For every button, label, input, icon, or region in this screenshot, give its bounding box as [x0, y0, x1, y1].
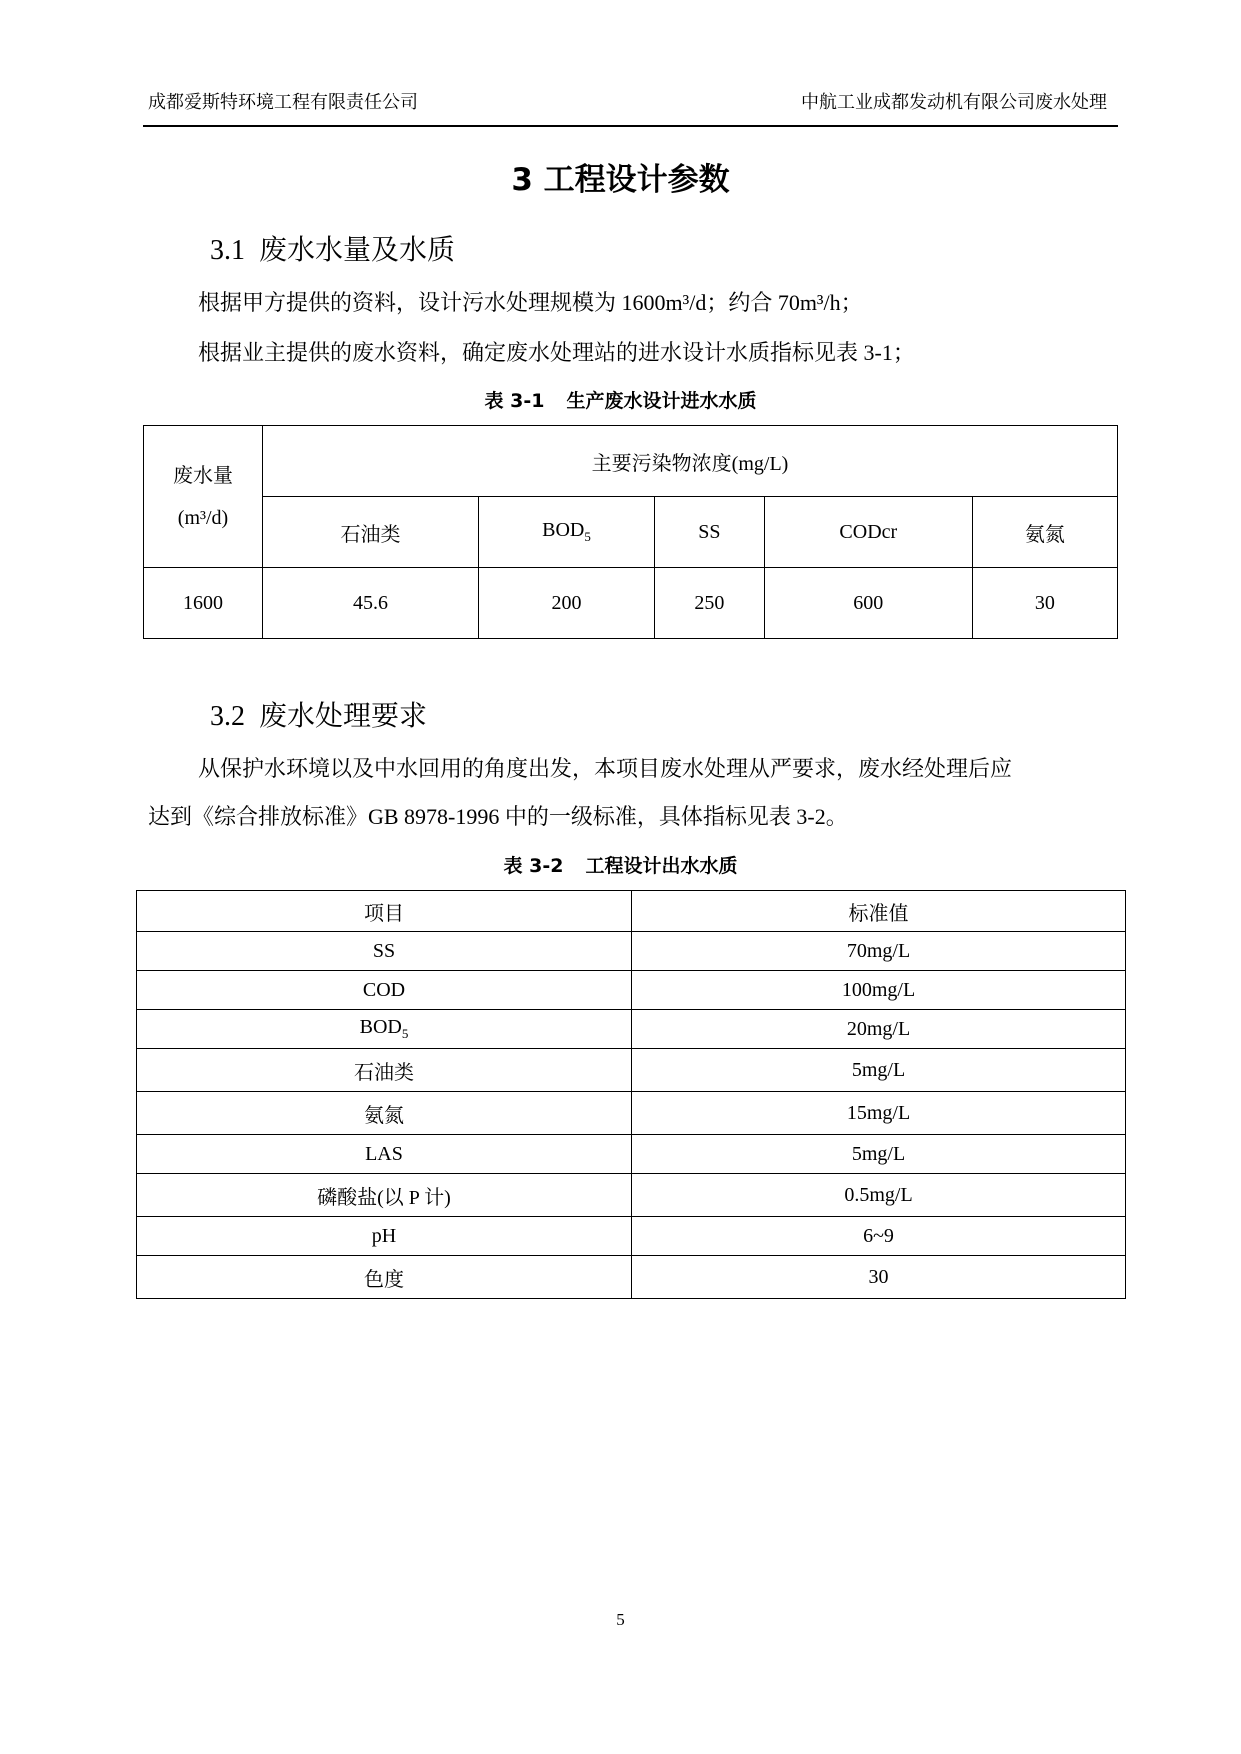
section-title: 废水处理要求 — [259, 701, 428, 732]
volume-header-cell — [144, 426, 263, 568]
cell-ammonia: 30 — [972, 568, 1117, 639]
column-header-bod5 — [478, 497, 654, 568]
cell-value: 0.5mg/L — [632, 1174, 1126, 1217]
cell-value: 100mg/L — [632, 971, 1126, 1010]
table-row — [137, 932, 1126, 971]
section-number: 3.1 — [210, 235, 245, 266]
header-company: 成都爱斯特环境工程有限责任公司 — [148, 92, 418, 112]
table-row — [144, 497, 1118, 568]
column-header-oil: 石油类 — [263, 497, 479, 568]
table-row — [137, 1256, 1126, 1299]
cell-oil: 45.6 — [263, 568, 479, 639]
cell-value: 20mg/L — [632, 1010, 1126, 1049]
table-header-row — [137, 891, 1126, 932]
table-row — [137, 971, 1126, 1010]
paragraph-requirement-line2: 达到《综合排放标准》GB 8978-1996 中的一级标准，具体指标见表 3-2。 — [148, 804, 848, 829]
cell-volume: 1600 — [144, 568, 263, 639]
cell-value: 6~9 — [632, 1217, 1126, 1256]
table-row — [144, 568, 1118, 639]
cell-item: pH — [137, 1217, 632, 1256]
column-header-codcr: CODcr — [764, 497, 972, 568]
paragraph-capacity: 根据甲方提供的资料，设计污水处理规模为 1600m³/d；约合 70m³/h； — [198, 290, 863, 315]
bod-subscript: 5 — [401, 1026, 409, 1041]
inflow-quality-table — [143, 425, 1118, 639]
table1-caption-title: 生产废水设计进水水质 — [566, 390, 757, 412]
section-3-1-heading — [210, 228, 455, 268]
cell-value: 5mg/L — [632, 1135, 1126, 1174]
cell-value: 15mg/L — [632, 1092, 1126, 1135]
table2-caption-number: 表 3-2 — [503, 855, 564, 877]
cell-value: 30 — [632, 1256, 1126, 1299]
pollutant-group-header: 主要污染物浓度(mg/L) — [263, 426, 1118, 497]
chapter-title: 3 工程设计参数 — [511, 162, 730, 198]
bod-label: BOD — [542, 519, 585, 541]
cell-item: 色度 — [137, 1256, 632, 1299]
table1-caption-number: 表 3-1 — [484, 390, 545, 412]
table2-caption — [0, 851, 1241, 878]
cell-item: LAS — [137, 1135, 632, 1174]
table2-caption-title: 工程设计出水水质 — [585, 855, 738, 877]
cell-item: COD — [137, 971, 632, 1010]
cell-item: 磷酸盐(以 P 计) — [137, 1174, 632, 1217]
cell-item — [137, 1010, 632, 1049]
volume-header-label: 废水量 — [173, 464, 233, 487]
column-header-standard: 标准值 — [632, 891, 1126, 932]
cell-bod5: 200 — [478, 568, 654, 639]
cell-item: 石油类 — [137, 1049, 632, 1092]
paragraph-requirement-line1: 从保护水环境以及中水回用的角度出发，本项目废水处理从严要求，废水经处理后应 — [198, 756, 1013, 781]
table-row — [137, 1049, 1126, 1092]
table-row — [137, 1092, 1126, 1135]
table-row — [137, 1174, 1126, 1217]
column-header-ammonia: 氨氮 — [972, 497, 1117, 568]
cell-item: 氨氮 — [137, 1092, 632, 1135]
header-project: 中航工业成都发动机有限公司废水处理 — [801, 92, 1107, 112]
cell-value: 5mg/L — [632, 1049, 1126, 1092]
bod-label: BOD — [359, 1016, 402, 1038]
paragraph-inflow-reference: 根据业主提供的废水资料，确定废水处理站的进水设计水质指标见表 3-1； — [198, 340, 915, 365]
bod-subscript: 5 — [584, 529, 591, 544]
cell-ss: 250 — [655, 568, 765, 639]
section-3-2-heading — [210, 694, 427, 734]
page-number: 5 — [616, 1610, 625, 1629]
section-number: 3.2 — [210, 701, 245, 732]
column-header-item: 项目 — [137, 891, 632, 932]
effluent-quality-table — [136, 890, 1126, 1299]
table1-caption — [0, 386, 1241, 413]
table-row — [137, 1135, 1126, 1174]
table-row — [144, 426, 1118, 497]
volume-header-unit: (m³/d) — [177, 506, 229, 529]
table-row — [137, 1010, 1126, 1049]
cell-codcr: 600 — [764, 568, 972, 639]
column-header-ss: SS — [655, 497, 765, 568]
header-rule — [143, 125, 1118, 127]
section-title: 废水水量及水质 — [259, 235, 456, 266]
cell-value: 70mg/L — [632, 932, 1126, 971]
cell-item: SS — [137, 932, 632, 971]
table-row — [137, 1217, 1126, 1256]
